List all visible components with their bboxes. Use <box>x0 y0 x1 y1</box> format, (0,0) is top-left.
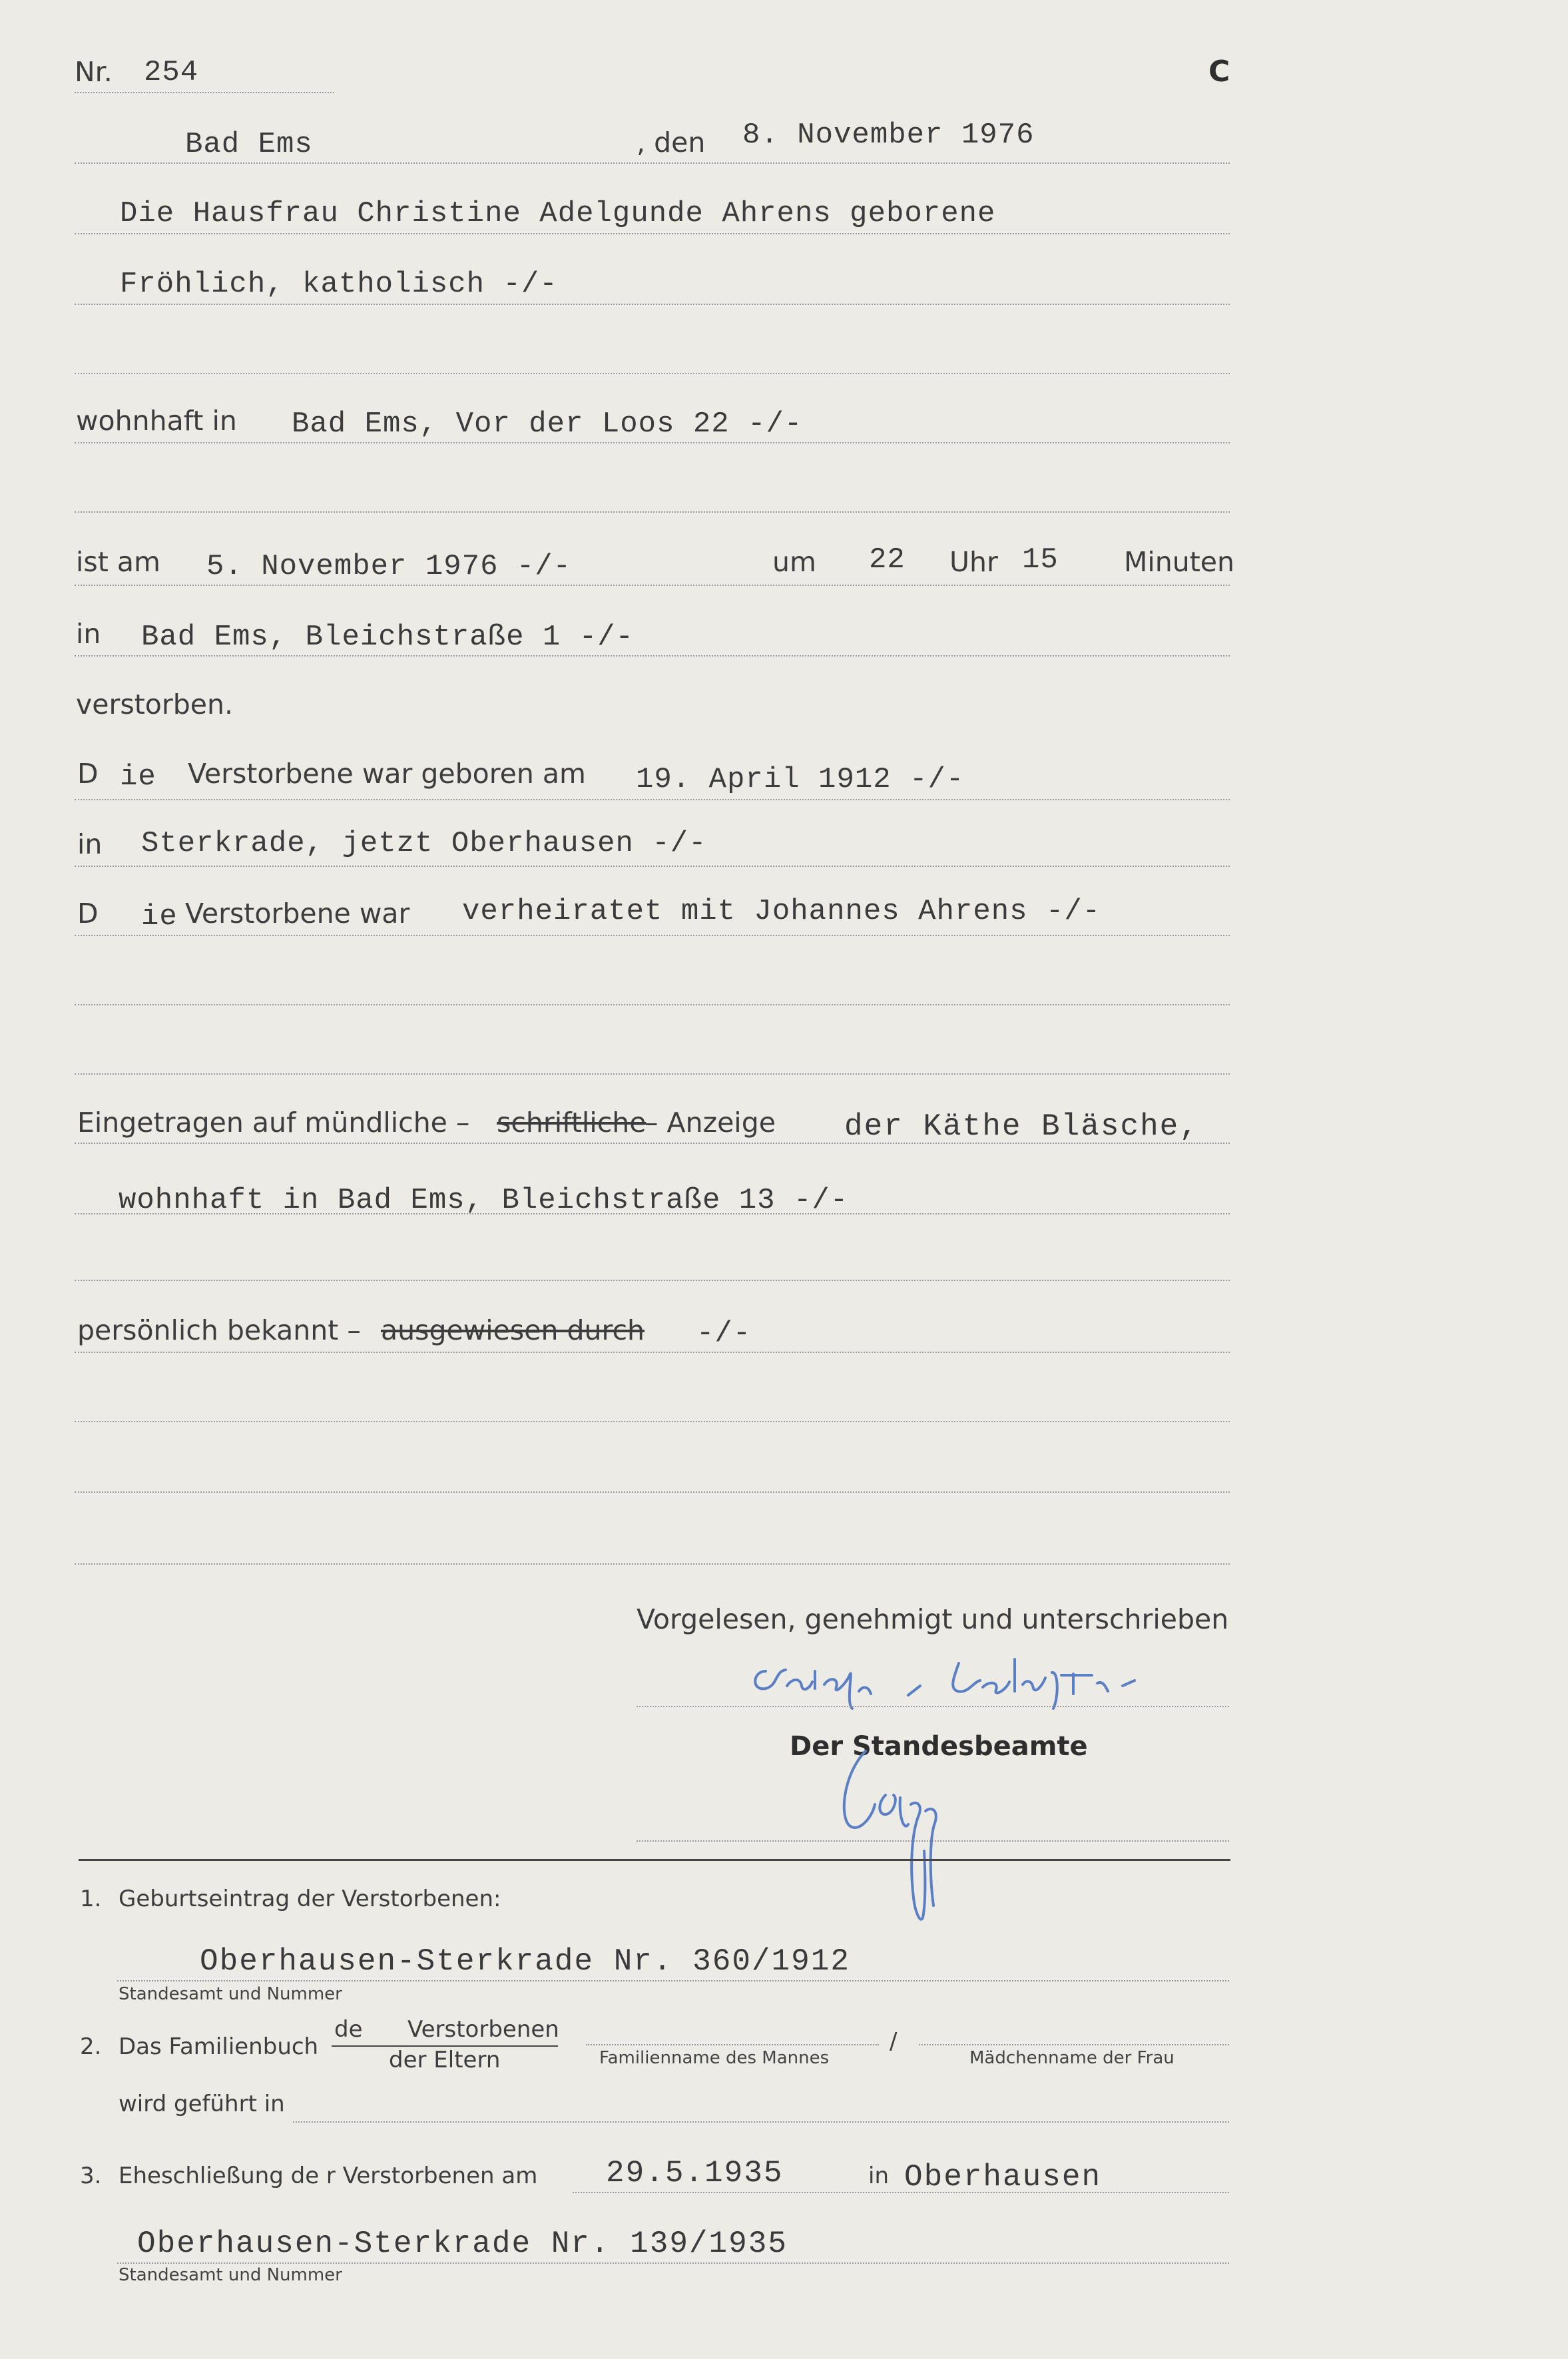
line-residence-2 <box>75 511 1230 513</box>
line-blank-1 <box>75 1421 1230 1422</box>
registration-label-b: – Anzeige <box>645 1107 776 1139</box>
note-3-caption: Standesamt und Nummer <box>119 2265 342 2285</box>
note-2-option-2: der Eltern <box>389 2047 501 2073</box>
official-signature <box>826 1731 972 1931</box>
note-1-number: 1. <box>80 1886 102 1912</box>
birth-label: Verstorbene war geboren am <box>188 758 586 790</box>
line-person-1 <box>75 233 1230 234</box>
line-person-2 <box>75 304 1230 305</box>
note-2-caption-man: Familienname des Mannes <box>599 2048 830 2068</box>
line-note-3 <box>573 2192 1229 2193</box>
line-signature-informant <box>637 1706 1229 1707</box>
line-blank-2 <box>75 1491 1230 1493</box>
line-residence <box>75 442 1230 443</box>
death-date: 5. November 1976 -/- <box>206 550 572 583</box>
death-hour: 22 <box>869 543 906 577</box>
line-birth-place <box>75 866 1230 867</box>
official-title: Der Standesbeamte <box>790 1731 1088 1762</box>
line-registration <box>75 1143 1230 1144</box>
nr-label: Nr. <box>75 56 113 88</box>
birth-in-label: in <box>77 828 103 860</box>
nr-value: 254 <box>144 56 199 89</box>
uhr-label: Uhr <box>949 546 998 578</box>
line-marital <box>75 935 1230 936</box>
date-field: 8. November 1976 <box>742 119 1035 152</box>
birth-place: Sterkrade, jetzt Oberhausen -/- <box>141 827 707 860</box>
note-2-de: de <box>334 2016 363 2043</box>
line-blank-3 <box>75 1563 1230 1565</box>
identification-value: -/- <box>696 1317 752 1350</box>
verstorben-label: verstorben. <box>76 688 233 720</box>
note-2-number: 2. <box>80 2033 102 2060</box>
line-informant-2 <box>75 1280 1230 1281</box>
line-person-3 <box>75 373 1230 374</box>
closing-statement: Vorgelesen, genehmigt und unterschrieben <box>637 1603 1229 1635</box>
marital-value: verheiratet mit Johannes Ahrens -/- <box>462 895 1101 928</box>
person-line-1: Die Hausfrau Christine Adelgunde Ahrens geborene <box>120 197 996 230</box>
death-place: Bad Ems, Bleichstraße 1 -/- <box>141 621 634 654</box>
line-date <box>75 162 1230 164</box>
place-field: Bad Ems <box>185 128 313 161</box>
line-informant <box>75 1213 1230 1214</box>
note-1-label: Geburtseintrag der Verstorbenen: <box>119 1886 501 1912</box>
line-identification <box>75 1352 1230 1353</box>
note-2-caption-woman: Mädchenname der Frau <box>969 2048 1175 2068</box>
birth-date: 19. April 1912 -/- <box>636 763 965 796</box>
line-note-2-where <box>293 2121 1229 2123</box>
birth-d-label: D <box>77 758 99 790</box>
note-3-date: 29.5.1935 <box>606 2156 784 2191</box>
bleed-through-shadow <box>1092 40 1558 2304</box>
note-2-label: Das Familienbuch <box>119 2033 319 2060</box>
ist-am-label: ist am <box>76 546 160 578</box>
note-3-place: Oberhausen <box>904 2160 1102 2195</box>
marital-d-label: D <box>77 898 99 929</box>
person-line-2: Fröhlich, katholisch -/- <box>120 268 558 301</box>
line-birth <box>75 799 1230 800</box>
informant-address: wohnhaft in Bad Ems, Bleichstraße 13 -/- <box>119 1184 849 1217</box>
minuten-label: Minuten <box>1124 546 1235 578</box>
line-marital-2 <box>75 1004 1230 1005</box>
residence-label: wohnhaft in <box>76 405 237 437</box>
note-3-number: 3. <box>80 2163 102 2189</box>
line-marital-3 <box>75 1073 1230 1075</box>
birth-ie-label: ie <box>120 760 156 794</box>
identification-label-a: persönlich bekannt – <box>77 1314 361 1346</box>
note-1-value: Oberhausen-Sterkrade Nr. 360/1912 <box>200 1944 850 1979</box>
death-minutes: 15 <box>1022 543 1059 577</box>
line-note-2-woman <box>919 2044 1229 2045</box>
corner-letter: C <box>1208 55 1230 89</box>
identification-label-struck: ausgewiesen durch <box>381 1314 645 1346</box>
den-label: , den <box>637 127 706 158</box>
note-2-slash: / <box>890 2028 898 2055</box>
registration-label-a: Eingetragen auf mündliche – <box>77 1107 470 1139</box>
note-1-caption: Standesamt und Nummer <box>119 1984 342 2004</box>
line-note-3-value <box>117 2262 1229 2264</box>
marital-ie-label: ie <box>141 900 178 933</box>
registration-label-struck: schriftliche <box>497 1107 647 1139</box>
note-3-value: Oberhausen-Sterkrade Nr. 139/1935 <box>137 2227 788 2261</box>
nr-line <box>75 92 334 93</box>
line-death-place <box>75 655 1230 656</box>
note-2-line-2: wird geführt in <box>119 2091 285 2117</box>
death-in-label: in <box>76 618 101 650</box>
informant-name: der Käthe Bläsche, <box>844 1109 1199 1144</box>
line-note-1 <box>117 1980 1229 1981</box>
line-note-2-man <box>586 2044 879 2045</box>
note-2-option-1: Verstorbenen <box>407 2016 559 2043</box>
um-label: um <box>772 546 816 578</box>
marital-label: Verstorbene war <box>185 898 410 929</box>
note-3-in-label: in <box>868 2163 889 2189</box>
residence-value: Bad Ems, Vor der Loos 22 -/- <box>292 407 803 441</box>
line-death <box>75 585 1230 586</box>
section-divider <box>79 1859 1230 1861</box>
note-3-label: Eheschließung de r Verstorbenen am <box>119 2163 538 2189</box>
